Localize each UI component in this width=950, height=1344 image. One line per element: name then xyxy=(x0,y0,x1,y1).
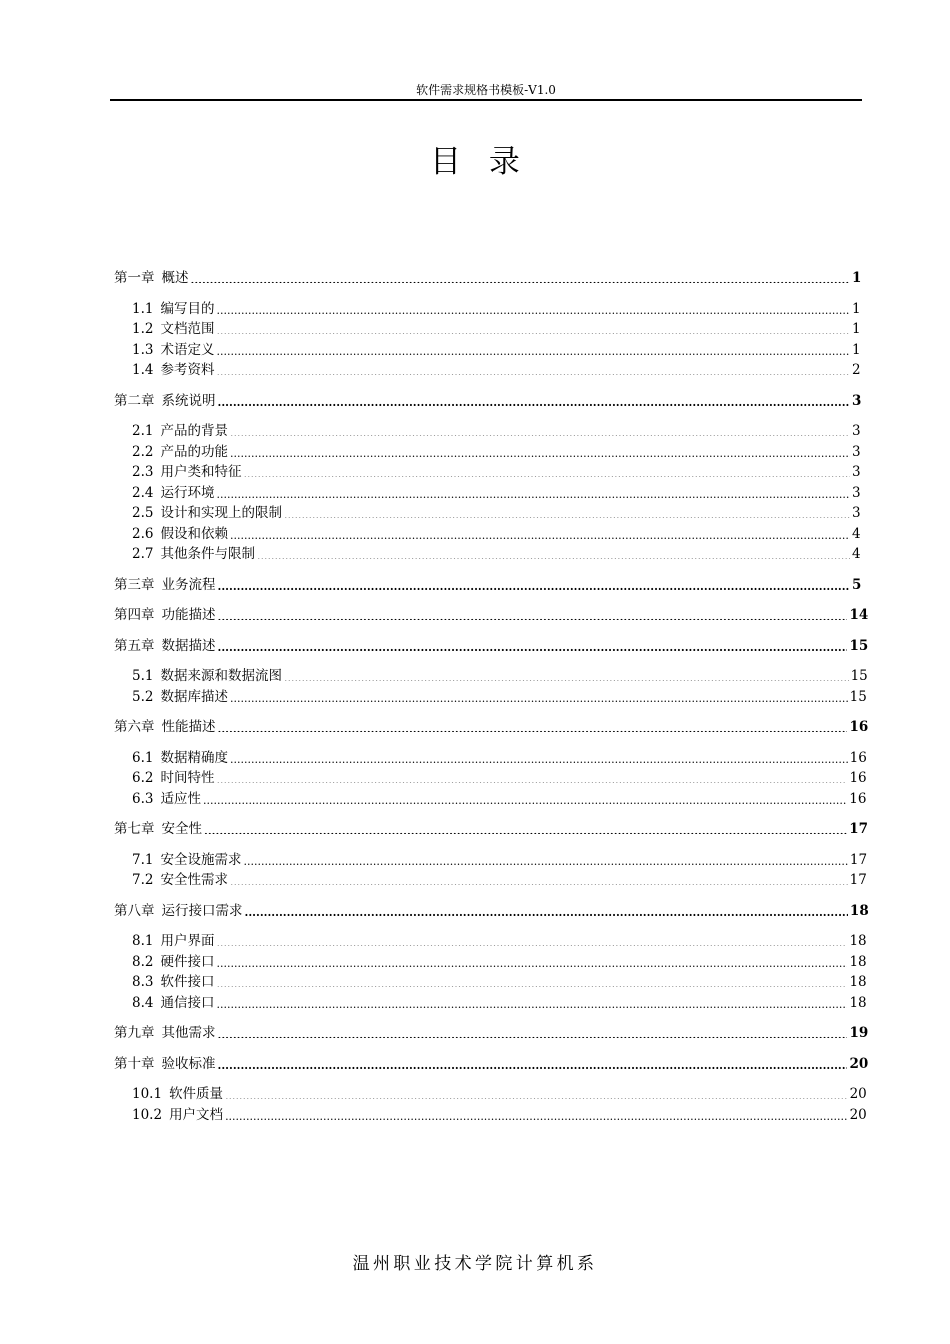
toc-section-entry[interactable] xyxy=(114,748,867,769)
toc-entry-number: 第一章 xyxy=(114,270,155,286)
toc-entry-number: 1.1 xyxy=(132,300,154,317)
toc-page-number: 17 xyxy=(849,821,869,837)
toc-entry-title: 用户类和特征 xyxy=(160,464,242,480)
toc-page-number: 3 xyxy=(852,392,862,409)
toc-section-entry[interactable] xyxy=(114,1084,867,1105)
toc-section-entry[interactable] xyxy=(114,503,860,524)
toc-dot-leader xyxy=(284,668,849,682)
toc-entry-title: 功能描述 xyxy=(161,607,216,623)
toc-dot-leader xyxy=(216,933,847,947)
toc-entry-title: 数据描述 xyxy=(161,637,216,654)
toc-entry-title: 业务流程 xyxy=(161,576,216,593)
toc-entry-title: 硬件接口 xyxy=(160,953,215,970)
toc-dot-leader xyxy=(230,872,848,886)
toc-entry-title: 其他需求 xyxy=(161,1025,216,1041)
toc-page-number: 20 xyxy=(849,1086,867,1102)
toc-entry-number: 2.4 xyxy=(132,484,154,501)
toc-entry-title: 性能描述 xyxy=(161,719,216,735)
toc-section-entry[interactable] xyxy=(114,483,860,504)
toc-dot-leader xyxy=(216,362,850,376)
toc-dot-leader xyxy=(218,576,851,590)
toc-entry-number: 2.1 xyxy=(132,423,154,439)
toc-section-entry[interactable] xyxy=(114,666,868,687)
toc-dot-leader xyxy=(284,505,850,519)
toc-page-number: 16 xyxy=(849,790,867,807)
toc-section-entry[interactable] xyxy=(114,524,860,545)
toc-entry-number: 5.1 xyxy=(132,668,154,684)
toc-page-number: 18 xyxy=(849,994,867,1011)
toc-page-number: 4 xyxy=(852,546,861,562)
toc-entry-title: 运行接口需求 xyxy=(161,902,243,919)
toc-section-entry[interactable] xyxy=(114,870,867,891)
toc-entry-number: 2.2 xyxy=(132,443,154,460)
toc-page-number: 20 xyxy=(849,1106,867,1123)
toc-dot-leader xyxy=(216,484,850,498)
toc-entry-title: 假设和依赖 xyxy=(160,525,228,542)
toc-page-number: 5 xyxy=(852,576,862,593)
toc-entry-number: 第三章 xyxy=(114,576,155,593)
toc-dot-leader xyxy=(257,546,850,560)
toc-section-entry[interactable] xyxy=(114,789,867,810)
toc-page-number: 15 xyxy=(850,668,868,684)
toc-dot-leader xyxy=(230,525,850,539)
toc-dot-leader xyxy=(245,902,848,916)
toc-chapter-entry[interactable] xyxy=(114,901,869,922)
toc-entry-number: 8.2 xyxy=(132,953,154,970)
toc-entry-title: 术语定义 xyxy=(160,341,215,358)
toc-entry-title: 设计和实现上的限制 xyxy=(160,505,282,521)
toc-entry-number: 第二章 xyxy=(114,392,155,409)
toc-page-number: 15 xyxy=(849,637,869,654)
toc-entry-number: 10.2 xyxy=(132,1106,163,1123)
toc-chapter-entry[interactable] xyxy=(114,268,860,289)
toc-page-number: 16 xyxy=(849,749,867,766)
toc-dot-leader xyxy=(203,790,847,804)
toc-page-number: 17 xyxy=(849,851,868,868)
toc-entry-title: 软件接口 xyxy=(160,974,215,990)
toc-dot-leader xyxy=(225,1106,848,1120)
toc-page-number: 3 xyxy=(852,505,861,521)
toc-page-number: 18 xyxy=(849,974,867,990)
toc-entry-number: 第六章 xyxy=(114,719,155,735)
table-of-contents xyxy=(114,268,869,1125)
toc-entry-number: 7.2 xyxy=(132,872,154,888)
toc-entry-number: 1.4 xyxy=(132,362,154,378)
toc-page-number: 1 xyxy=(852,321,861,337)
toc-entry-number: 第八章 xyxy=(114,902,155,919)
toc-section-entry[interactable] xyxy=(114,993,867,1014)
toc-entry-title: 用户界面 xyxy=(160,933,215,949)
toc-section-entry[interactable] xyxy=(114,421,860,442)
toc-entry-number: 7.1 xyxy=(132,851,154,868)
toc-section-entry[interactable] xyxy=(114,319,860,340)
toc-dot-leader xyxy=(218,1055,848,1069)
toc-title: 目录 xyxy=(430,144,548,180)
toc-entry-number: 2.3 xyxy=(132,464,154,480)
toc-dot-leader xyxy=(230,688,848,702)
toc-dot-leader xyxy=(216,341,850,355)
toc-chapter-entry[interactable] xyxy=(114,575,860,596)
toc-entry-number: 6.1 xyxy=(132,749,154,766)
toc-page-number: 3 xyxy=(852,484,861,501)
toc-dot-leader xyxy=(218,637,848,651)
toc-dot-leader xyxy=(216,974,847,988)
toc-chapter-entry[interactable] xyxy=(114,1054,869,1075)
toc-entry-number: 1.3 xyxy=(132,341,154,358)
toc-dot-leader xyxy=(218,607,848,621)
toc-dot-leader xyxy=(230,443,850,457)
toc-dot-leader xyxy=(218,719,848,733)
toc-chapter-entry[interactable] xyxy=(114,605,869,626)
toc-entry-number: 8.1 xyxy=(132,933,154,949)
toc-entry-number: 第九章 xyxy=(114,1025,155,1041)
toc-entry-title: 参考资料 xyxy=(160,362,215,378)
toc-dot-leader xyxy=(243,851,847,865)
toc-chapter-entry[interactable] xyxy=(114,636,869,657)
toc-dot-leader xyxy=(204,821,847,835)
toc-entry-title: 验收标准 xyxy=(161,1055,216,1072)
toc-dot-leader xyxy=(230,423,850,437)
toc-entry-number: 第十章 xyxy=(114,1055,155,1072)
toc-section-entry[interactable] xyxy=(114,340,860,361)
toc-chapter-entry[interactable] xyxy=(114,717,869,738)
toc-entry-title: 数据精确度 xyxy=(160,749,228,766)
toc-page-number: 18 xyxy=(849,902,869,919)
toc-dot-leader xyxy=(243,464,850,478)
toc-entry-title: 数据来源和数据流图 xyxy=(160,668,282,684)
page-footer: 温州职业技术学院计算机系 xyxy=(352,1254,598,1274)
toc-page-number: 18 xyxy=(849,953,867,970)
toc-entry-number: 第四章 xyxy=(114,607,155,623)
toc-section-entry[interactable] xyxy=(114,360,860,381)
toc-entry-title: 数据库描述 xyxy=(160,688,228,705)
toc-entry-number: 2.6 xyxy=(132,525,154,542)
toc-section-entry[interactable] xyxy=(114,299,860,320)
toc-entry-title: 适应性 xyxy=(160,790,201,807)
toc-page-number: 1 xyxy=(852,300,861,317)
toc-entry-title: 编写目的 xyxy=(160,300,215,317)
toc-page-number: 3 xyxy=(852,423,861,439)
toc-entry-number: 第七章 xyxy=(114,821,155,837)
toc-page-number: 1 xyxy=(852,341,861,358)
toc-dot-leader xyxy=(230,749,848,763)
toc-entry-title: 安全性需求 xyxy=(160,872,228,888)
toc-dot-leader xyxy=(191,270,851,284)
toc-page-number: 3 xyxy=(852,464,861,480)
page-header: 软件需求规格书模板-V1.0 xyxy=(416,83,556,97)
toc-page-number: 14 xyxy=(849,607,869,623)
toc-entry-title: 其他条件与限制 xyxy=(160,546,255,562)
toc-entry-title: 软件质量 xyxy=(169,1086,224,1102)
toc-entry-number: 5.2 xyxy=(132,688,154,705)
toc-entry-number: 8.4 xyxy=(132,994,154,1011)
toc-dot-leader xyxy=(216,994,847,1008)
toc-page-number: 3 xyxy=(852,443,861,460)
toc-section-entry[interactable] xyxy=(114,687,867,708)
toc-chapter-entry[interactable] xyxy=(114,1023,869,1044)
toc-section-entry[interactable] xyxy=(114,462,860,483)
toc-dot-leader xyxy=(225,1086,848,1100)
toc-entry-number: 8.3 xyxy=(132,974,154,990)
toc-entry-title: 文档范围 xyxy=(160,321,215,337)
toc-entry-number: 6.3 xyxy=(132,790,154,807)
toc-entry-title: 时间特性 xyxy=(160,770,215,786)
toc-entry-title: 通信接口 xyxy=(160,994,215,1011)
toc-page-number: 19 xyxy=(849,1025,869,1041)
toc-page-number: 1 xyxy=(852,270,862,286)
toc-chapter-entry[interactable] xyxy=(114,391,860,412)
toc-entry-title: 运行环境 xyxy=(160,484,215,501)
toc-entry-title: 安全性 xyxy=(161,821,202,837)
toc-section-entry[interactable] xyxy=(114,544,860,565)
toc-entry-title: 系统说明 xyxy=(161,392,216,409)
toc-entry-title: 产品的功能 xyxy=(160,443,228,460)
toc-entry-number: 6.2 xyxy=(132,770,154,786)
toc-page-number: 2 xyxy=(852,362,861,378)
toc-section-entry[interactable] xyxy=(114,1105,867,1126)
header-divider xyxy=(110,99,862,101)
toc-entry-title: 安全设施需求 xyxy=(160,851,242,868)
toc-section-entry[interactable] xyxy=(114,768,867,789)
toc-page-number: 16 xyxy=(849,770,867,786)
toc-section-entry[interactable] xyxy=(114,952,867,973)
toc-section-entry[interactable] xyxy=(114,850,868,871)
toc-dot-leader xyxy=(216,300,850,314)
toc-page-number: 17 xyxy=(849,872,867,888)
toc-chapter-entry[interactable] xyxy=(114,819,869,840)
toc-entry-title: 概述 xyxy=(161,270,189,286)
toc-section-entry[interactable] xyxy=(114,972,867,993)
toc-page-number: 20 xyxy=(849,1055,869,1072)
toc-page-number: 18 xyxy=(849,933,867,949)
toc-page-number: 4 xyxy=(852,525,861,542)
toc-section-entry[interactable] xyxy=(114,931,867,952)
toc-dot-leader xyxy=(218,1025,848,1039)
toc-entry-number: 第五章 xyxy=(114,637,155,654)
toc-section-entry[interactable] xyxy=(114,442,860,463)
toc-dot-leader xyxy=(218,392,851,406)
toc-entry-number: 2.5 xyxy=(132,505,154,521)
toc-entry-title: 产品的背景 xyxy=(160,423,228,439)
toc-entry-number: 1.2 xyxy=(132,321,154,337)
toc-entry-title: 用户文档 xyxy=(169,1106,224,1123)
toc-page-number: 15 xyxy=(849,688,867,705)
toc-dot-leader xyxy=(216,321,850,335)
toc-dot-leader xyxy=(216,770,847,784)
toc-page-number: 16 xyxy=(849,719,869,735)
toc-entry-number: 10.1 xyxy=(132,1086,163,1102)
toc-dot-leader xyxy=(216,953,847,967)
toc-entry-number: 2.7 xyxy=(132,546,154,562)
